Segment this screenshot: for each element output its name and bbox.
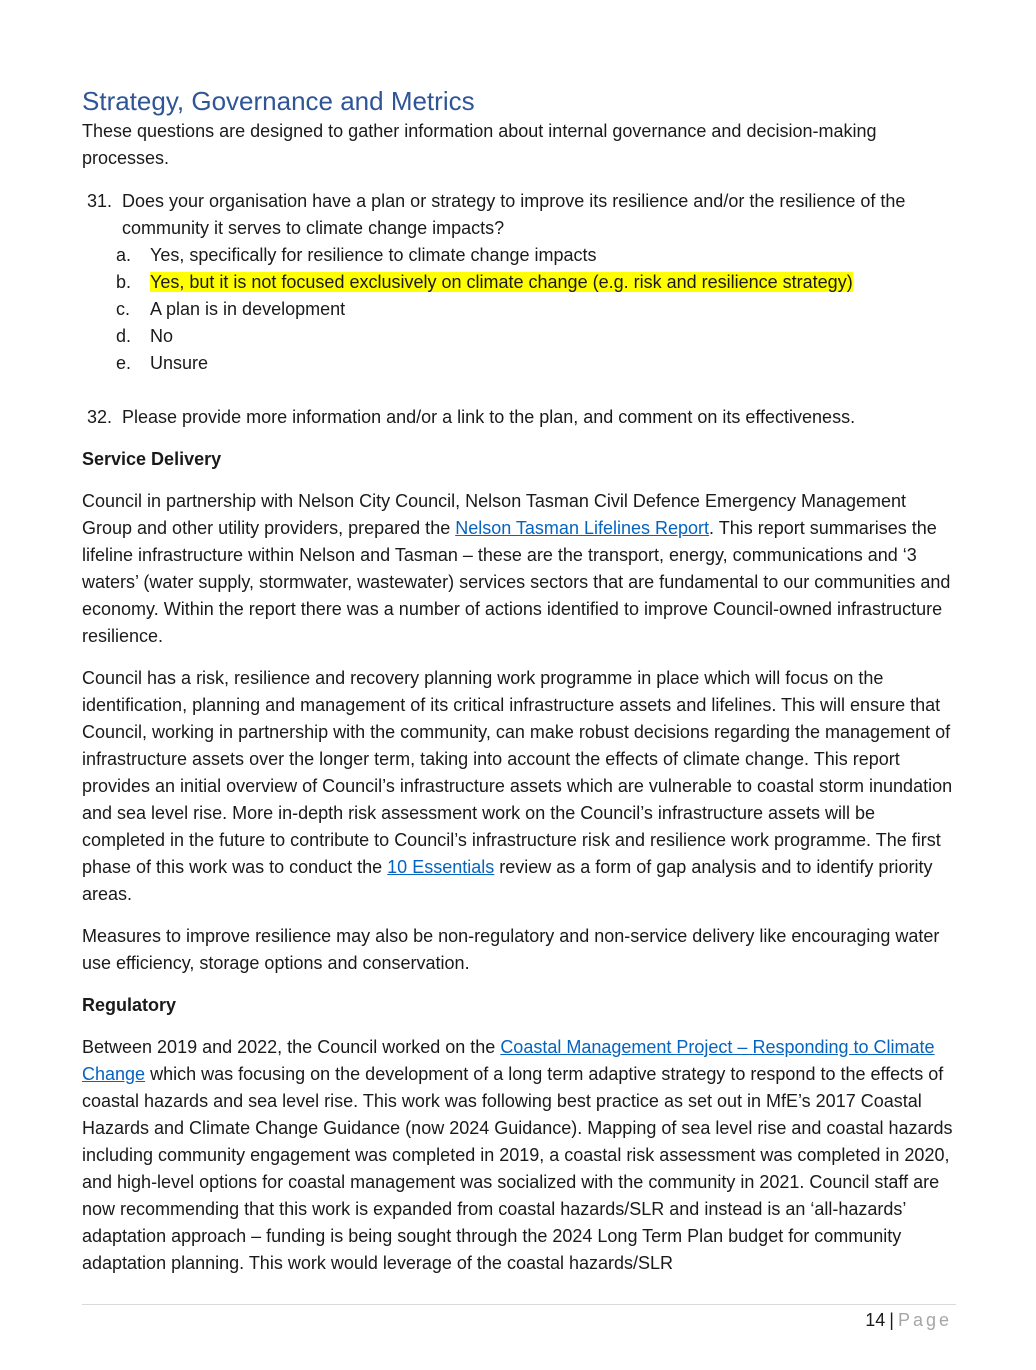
page-number: 14	[865, 1310, 886, 1330]
question-text: Does your organisation have a plan or strategy to improve its resilience and/or the resilience of the community it serves to climate change impacts?	[122, 191, 906, 238]
service-paragraph-1: Council in partnership with Nelson City Council, Nelson Tasman Civil Defence Emergency Management Group and other utility providers, prepared the Nelson Tasman Lifelines Report. This report summarises the lifeline infrastructure within Nelson and Tasman – these are the transport, energy, communications and ‘3 waters’ (water supply, stormwater, wastewater) services sectors that are fundamental to our communities and economy. Within the report there was a number of actions identified to improve Council-owned infrastructure resilience.	[82, 491, 951, 646]
option-a	[116, 242, 954, 269]
question-number: 32.	[87, 407, 113, 427]
option-c	[116, 296, 954, 323]
section-title: Strategy, Governance and Metrics	[82, 86, 475, 116]
option-text: No	[150, 326, 174, 346]
service-paragraph-3: Measures to improve resilience may also be non-regulatory and non-service delivery like encouraging water use efficiency, storage options and conservation.	[82, 926, 940, 973]
regulatory-heading: Regulatory	[82, 995, 177, 1015]
option-letter: b.	[116, 272, 132, 292]
option-b-selected	[116, 269, 954, 296]
question-31-options	[82, 242, 954, 377]
page-footer	[865, 1307, 952, 1334]
option-letter: a.	[116, 245, 132, 265]
page-label: Page	[897, 1310, 952, 1330]
option-d	[116, 323, 954, 350]
coastal-management-project-link[interactable]: Coastal Management Project – Responding to Climate Change	[82, 1037, 935, 1084]
option-text: Yes, specifically for resilience to climate change impacts	[150, 245, 597, 265]
option-text: Unsure	[150, 353, 209, 373]
section-intro: These questions are designed to gather information about internal governance and decision-making processes.	[82, 121, 877, 168]
option-text-highlighted: Yes, but it is not focused exclusively on climate change (e.g. risk and resilience strategy)	[150, 272, 853, 292]
option-letter: c.	[116, 299, 131, 319]
service-paragraph-2: Council has a risk, resilience and recovery planning work programme in place which will focus on the identification, planning and management of its critical infrastructure assets and lifelines. This will ensure that Council, working in partnership with the community, can make robust decisions regarding the management of infrastructure assets over the longer term, taking into account the effects of climate change. This report provides an initial overview of Council’s infrastructure assets which are vulnerable to coastal storm inundation and sea level rise. More in-depth risk assessment work on the Council’s infrastructure assets will be completed in the future to contribute to Council’s infrastructure risk and resilience work programme. The first phase of this work was to conduct the 10 Essentials review as a form of gap analysis and to identify priority areas.	[82, 668, 953, 904]
option-letter: d.	[116, 326, 132, 346]
document-page	[82, 84, 954, 1277]
service-delivery-heading: Service Delivery	[82, 449, 222, 469]
footer-separator: |	[889, 1310, 894, 1330]
ten-essentials-link[interactable]: 10 Essentials	[387, 857, 495, 877]
option-letter: e.	[116, 353, 132, 373]
question-31	[82, 188, 954, 242]
regulatory-paragraph-1: Between 2019 and 2022, the Council worked on the Coastal Management Project – Responding to Climate Change which was focusing on the development of a long term adaptive strategy to respond to the effects of coastal hazards and sea level rise. This work was following best practice as set out in MfE’s 2017 Coastal Hazards and Climate Change Guidance (now 2024 Guidance). Mapping of sea level rise and coastal hazards including community engagement was completed in 2019, a coastal risk assessment was completed in 2020, and high-level options for coastal management was socialized with the community in 2021. Council staff are now recommending that this work is expanded from coastal hazards/SLR and instead is an ‘all-hazards’ adaptation approach – funding is being sought through the 2024 Long Term Plan budget for community adaptation planning. This work would leverage of the coastal hazards/SLR	[82, 1037, 953, 1273]
question-number: 31.	[87, 191, 113, 211]
lifelines-report-link[interactable]: Nelson Tasman Lifelines Report	[455, 518, 710, 538]
question-32	[82, 404, 954, 431]
option-e	[116, 350, 954, 377]
option-text: A plan is in development	[150, 299, 346, 319]
question-text: Please provide more information and/or a link to the plan, and comment on its effectiveness.	[122, 407, 856, 427]
footer-divider	[82, 1304, 956, 1305]
